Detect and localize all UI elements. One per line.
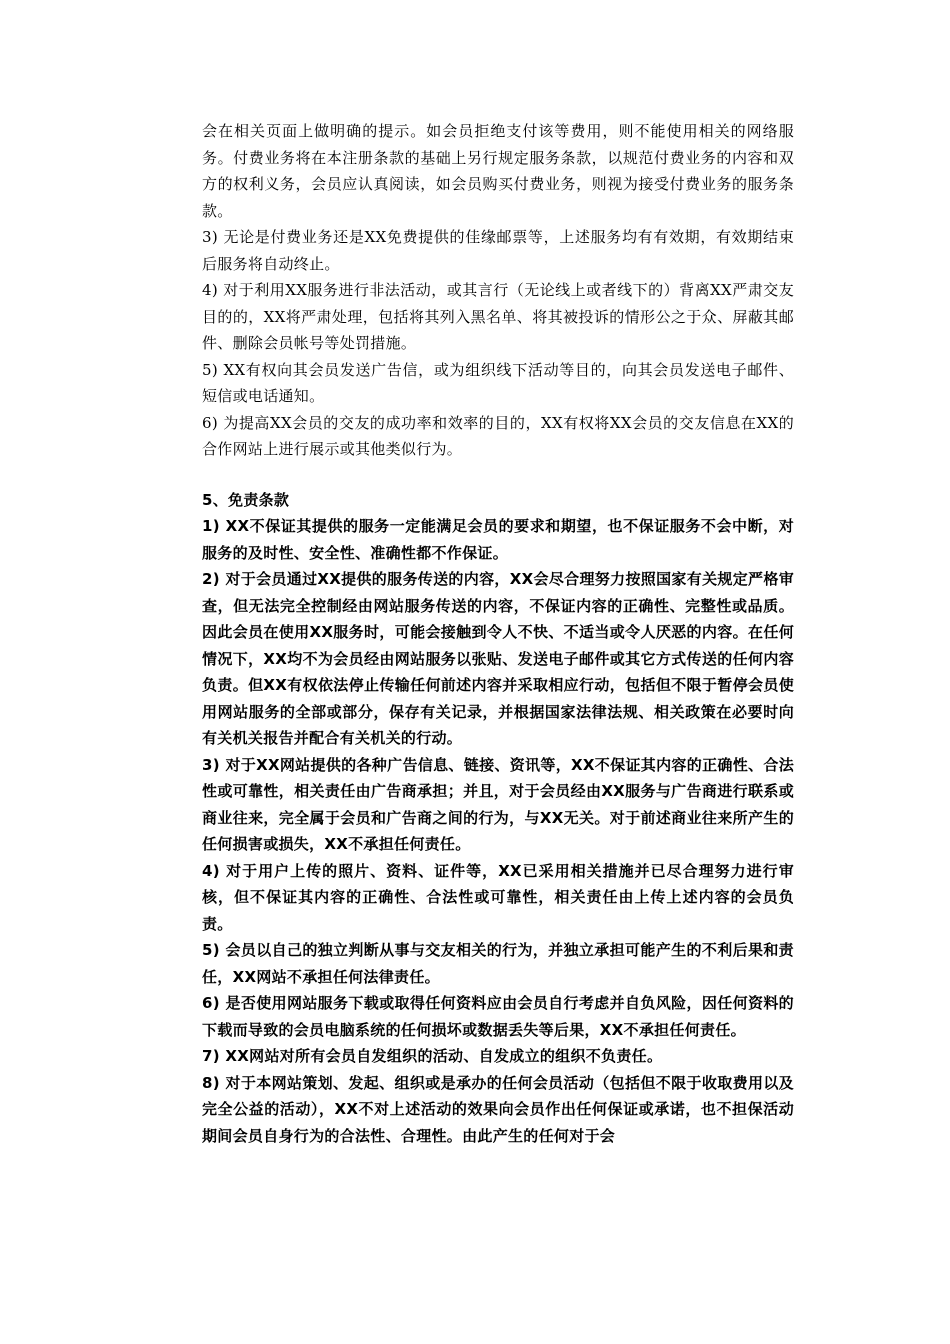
paragraph-paid-service-terms: 会在相关页面上做明确的提示。如会员拒绝支付该等费用，则不能使用相关的网络服务。付费业务将在本注册条款的基础上另行规定服务条款，以规范付费业务的内容和双方的权利义务，会员应认真阅读，如会员购买付费业务，则视为接受付费业务的服务条款。 [202, 122, 794, 220]
paragraph-clause-5-8: 8) 对于本网站策划、发起、组织或是承办的任何会员活动（包括但不限于收取费用以及完全公益的活动），XX不对上述活动的效果向会员作出任何保证或承诺，也不担保活动期间会员自身行为的合法性、合理性。由此产生的任何对于会 [202, 1073, 794, 1145]
section-5-heading: 5、免责条款 [202, 490, 290, 509]
paragraph-clause-5-6: 6) 是否使用网站服务下载或取得任何资料应由会员自行考虑并自负风险，因任何资料的下载而导致的会员电脑系统的任何损坏或数据丢失等后果，XX不承担任何责任。 [202, 994, 794, 1039]
paragraph-clause-5-3: 3) 对于XX网站提供的各种广告信息、链接、资讯等，XX不保证其内容的正确性、合法性或可靠性，相关责任由广告商承担；并且，对于会员经由XX服务与广告商进行联系或商业往来，完全属于会员和广告商之间的行为，与XX无关。对于前述商业往来所产生的任何损害或损失，XX不承担任何责任。 [202, 755, 794, 853]
paragraph-clause-5-4: 4) 对于用户上传的照片、资料、证件等，XX已采用相关措施并已尽合理努力进行审核，但不保证其内容的正确性、合法性或可靠性，相关责任由上传上述内容的会员负责。 [202, 861, 794, 933]
paragraph-clause-5-7: 7) XX网站对所有会员自发组织的活动、自发成立的组织不负责任。 [202, 1047, 663, 1065]
paragraph-clause-5-2: 2) 对于会员通过XX提供的服务传送的内容，XX会尽合理努力按照国家有关规定严格审查，但无法完全控制经由网站服务传送的内容，不保证内容的正确性、完整性或品质。因此会员在使用XX服务时，可能会接触到令人不快、不适当或令人厌恶的内容。在任何情况下，XX均不为会员经由网站服务以张贴、发送电子邮件或其它方式传送的任何内容负责。但XX有权依法停止传输任何前述内容并采取相应行动，包括但不限于暂停会员使用网站服务的全部或部分，保存有关记录，并根据国家法律法规、相关政策在必要时向有关机关报告并配合有关机关的行动。 [202, 570, 794, 747]
paragraph-clause-4-5: 5) XX有权向其会员发送广告信，或为组织线下活动等目的，向其会员发送电子邮件、短信或电话通知。 [202, 360, 794, 405]
paragraph-clause-5-1: 1) XX不保证其提供的服务一定能满足会员的要求和期望，也不保证服务不会中断，对服务的及时性、安全性、准确性都不作保证。 [202, 517, 794, 562]
paragraph-clause-4-4: 4) 对于利用XX服务进行非法活动，或其言行（无论线上或者线下的）背离XX严肃交友目的的，XX将严肃处理，包括将其列入黑名单、将其被投诉的情形公之于众、屏蔽其邮件、删除会员帐号等处罚措施。 [202, 281, 794, 352]
document-body [202, 118, 794, 1149]
paragraph-clause-4-6: 6) 为提高XX会员的交友的成功率和效率的目的，XX有权将XX会员的交友信息在XX的合作网站上进行展示或其他类似行为。 [202, 413, 794, 458]
paragraph-clause-4-3: 3) 无论是付费业务还是XX免费提供的佳缘邮票等，上述服务均有有效期，有效期结束后服务将自动终止。 [202, 228, 794, 273]
section-gap [202, 463, 794, 487]
paragraph-clause-5-5: 5) 会员以自己的独立判断从事与交友相关的行为，并独立承担可能产生的不利后果和责任，XX网站不承担任何法律责任。 [202, 941, 794, 986]
section-4-continuation [202, 118, 794, 463]
section-5-disclaimer [202, 487, 794, 1150]
